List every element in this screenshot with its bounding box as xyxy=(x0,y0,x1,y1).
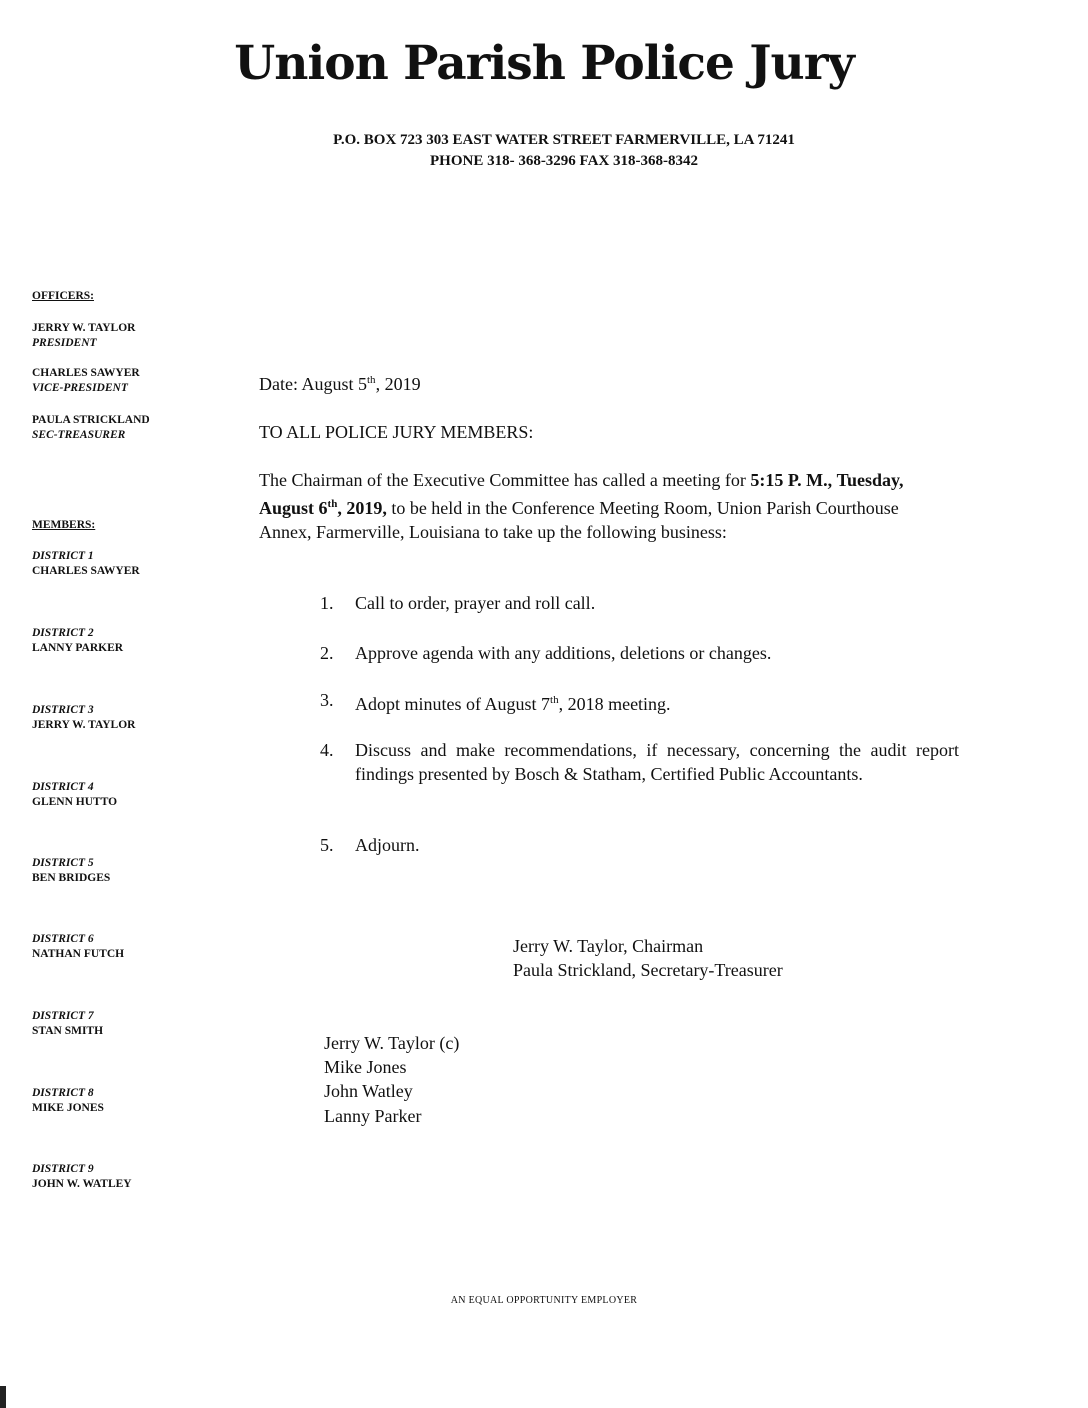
member-name: CHARLES SAWYER xyxy=(32,565,140,577)
member-name: NATHAN FUTCH xyxy=(32,948,125,960)
member-district: DISTRICT 5 xyxy=(32,857,94,869)
member-district: DISTRICT 6 xyxy=(32,933,94,945)
member-entry xyxy=(32,626,123,656)
member-entry xyxy=(32,856,110,886)
officer-entry xyxy=(32,413,150,443)
member-name: BEN BRIDGES xyxy=(32,872,111,884)
footer-eoe: AN EQUAL OPPORTUNITY EMPLOYER xyxy=(450,1295,638,1306)
signature-chairman: Jerry W. Taylor, Chairman xyxy=(513,936,704,956)
meeting-day: Tuesday, August 6th, 2019, xyxy=(259,470,904,518)
member-name: LANNY PARKER xyxy=(32,642,124,654)
member-district: DISTRICT 3 xyxy=(32,704,94,716)
member-name: GLENN HUTTO xyxy=(32,796,118,808)
member-name: STAN SMITH xyxy=(32,1025,104,1037)
committee-member: Mike Jones xyxy=(324,1057,407,1077)
officer-role: SEC-TREASURER xyxy=(32,429,126,441)
member-entry xyxy=(32,549,140,579)
letterhead-title: Union Parish Police Jury xyxy=(234,36,854,91)
officer-entry xyxy=(32,321,135,351)
officer-entry xyxy=(32,366,140,396)
scan-edge-mark xyxy=(0,1386,6,1408)
committee-member: Lanny Parker xyxy=(324,1106,422,1126)
member-entry xyxy=(32,703,135,733)
officer-role: VICE-PRESIDENT xyxy=(32,382,128,394)
member-name: JERRY W. TAYLOR xyxy=(32,719,136,731)
members-heading: MEMBERS: xyxy=(32,519,96,531)
letterhead-phone: PHONE 318- 368-3296 FAX 318-368-8342 xyxy=(429,153,699,169)
member-entry xyxy=(32,1162,132,1192)
member-entry xyxy=(32,780,117,810)
committee-member: John Watley xyxy=(324,1081,413,1101)
member-district: DISTRICT 4 xyxy=(32,781,94,793)
officer-role: PRESIDENT xyxy=(32,337,97,349)
officer-name: CHARLES SAWYER xyxy=(32,367,140,379)
officers-heading: OFFICERS: xyxy=(32,290,94,302)
member-district: DISTRICT 8 xyxy=(32,1087,94,1099)
officer-name: JERRY W. TAYLOR xyxy=(32,322,136,334)
letterhead-address: P.O. BOX 723 303 EAST WATER STREET FARMERVILLE, LA 71241 xyxy=(333,132,795,148)
letter-paragraph: The Chairman of the Executive Committee has called a meeting for 5:15 P. M., Tuesday, August 6th, 2019, to be held in the Conference Meeting Room, Union Parish Courthouse Annex, Farmerville, Louisiana to take up the following business: xyxy=(259,470,904,542)
letter-greeting: TO ALL POLICE JURY MEMBERS: xyxy=(259,422,534,442)
member-district: DISTRICT 9 xyxy=(32,1163,94,1175)
member-entry xyxy=(32,932,124,962)
member-district: DISTRICT 2 xyxy=(32,627,94,639)
member-name: MIKE JONES xyxy=(32,1102,104,1114)
member-entry xyxy=(32,1086,104,1116)
signature-secretary: Paula Strickland, Secretary-Treasurer xyxy=(513,960,783,980)
member-entry xyxy=(32,1009,103,1039)
member-district: DISTRICT 7 xyxy=(32,1010,94,1022)
committee-member: Jerry W. Taylor (c) xyxy=(324,1033,460,1053)
officer-name: PAULA STRICKLAND xyxy=(32,414,150,426)
member-name: JOHN W. WATLEY xyxy=(32,1178,132,1190)
letter-date: Date: August 5th, 2019 xyxy=(259,374,421,394)
member-district: DISTRICT 1 xyxy=(32,550,94,562)
